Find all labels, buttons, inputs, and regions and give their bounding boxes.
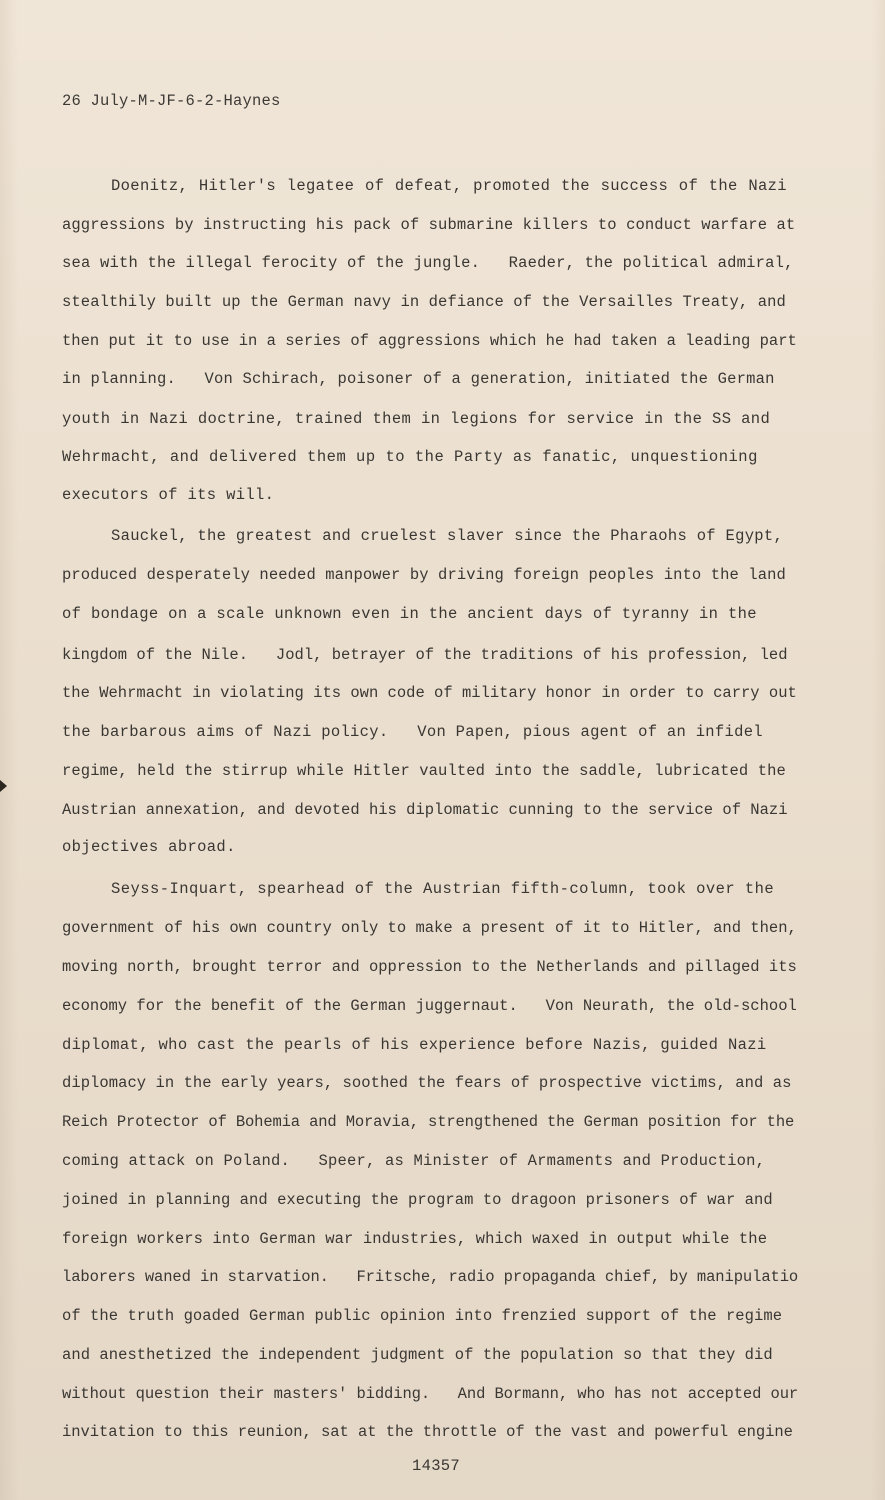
text-line: the Wehrmacht in violating its own code of military honor in order to carry out (62, 684, 797, 702)
text-line: Doenitz, Hitler's legatee of defeat, promoted the success of the Nazi (111, 177, 787, 195)
text-line: regime, held the stirrup while Hitler vaulted into the saddle, lubricated the (62, 762, 786, 780)
text-line: diplomacy in the early years, soothed the fears of prospective victims, and as (62, 1074, 792, 1092)
text-line: coming attack on Poland. Speer, as Minister of Armaments and Production, (62, 1152, 766, 1170)
text-line: Sauckel, the greatest and cruelest slaver since the Pharaohs of Egypt, (111, 527, 784, 545)
text-line: in planning. Von Schirach, poisoner of a generation, initiated the German (62, 370, 775, 388)
document-header: 26 July-M-JF-6-2-Haynes (62, 92, 281, 110)
text-line: government of his own country only to make a present of it to Hitler, and then, (62, 919, 797, 937)
margin-mark (0, 780, 7, 792)
text-line: diplomat, who cast the pearls of his experience before Nazis, guided Nazi (62, 1036, 767, 1054)
text-line: executors of its will. (62, 486, 275, 504)
text-line: aggressions by instructing his pack of submarine killers to conduct warfare at (62, 216, 796, 234)
text-line: joined in planning and executing the program to dragoon prisoners of war and (62, 1191, 773, 1209)
text-line: the barbarous aims of Nazi policy. Von Papen, pious agent of an infidel (62, 723, 763, 741)
text-line: youth in Nazi doctrine, trained them in legions for service in the SS and (62, 410, 771, 428)
text-line: without question their masters' bidding. And Bormann, who has not accepted our (62, 1385, 799, 1403)
text-line: kingdom of the Nile. Jodl, betrayer of the traditions of his profession, led (62, 646, 788, 664)
text-line: then put it to use in a series of aggressions which he had taken a leading part (62, 332, 797, 350)
text-line: Austrian annexation, and devoted his diplomatic cunning to the service of Nazi (62, 801, 788, 819)
text-line: sea with the illegal ferocity of the jungle. Raeder, the political admiral, (62, 254, 794, 272)
text-line: stealthily built up the German navy in defiance of the Versailles Treaty, and (62, 293, 786, 311)
page-number: 14357 (412, 1457, 461, 1475)
text-line: produced desperately needed manpower by driving foreign peoples into the land (62, 566, 786, 584)
text-line: Reich Protector of Bohemia and Moravia, strengthened the German position for the (62, 1113, 795, 1131)
text-line: objectives abroad. (62, 838, 236, 856)
text-line: and anesthetized the independent judgment of the population so that they did (62, 1346, 773, 1364)
text-line: of the truth goaded German public opinion into frenzied support of the regime (62, 1307, 783, 1325)
text-line: moving north, brought terror and oppression to the Netherlands and pillaged its (62, 958, 797, 976)
text-line: economy for the benefit of the German juggernaut. Von Neurath, the old-school (62, 997, 797, 1015)
text-line: laborers waned in starvation. Fritsche, radio propaganda chief, by manipulatio (62, 1268, 799, 1286)
text-line: of bondage on a scale unknown even in the ancient days of tyranny in the (62, 605, 757, 623)
text-line: foreign workers into German war industries, which waxed in output while the (62, 1230, 768, 1248)
text-line: Wehrmacht, and delivered them up to the Party as fanatic, unquestioning (62, 448, 758, 466)
text-line: Seyss-Inquart, spearhead of the Austrian fifth-column, took over the (111, 880, 775, 898)
text-line: invitation to this reunion, sat at the throttle of the vast and powerful engine (62, 1423, 793, 1441)
